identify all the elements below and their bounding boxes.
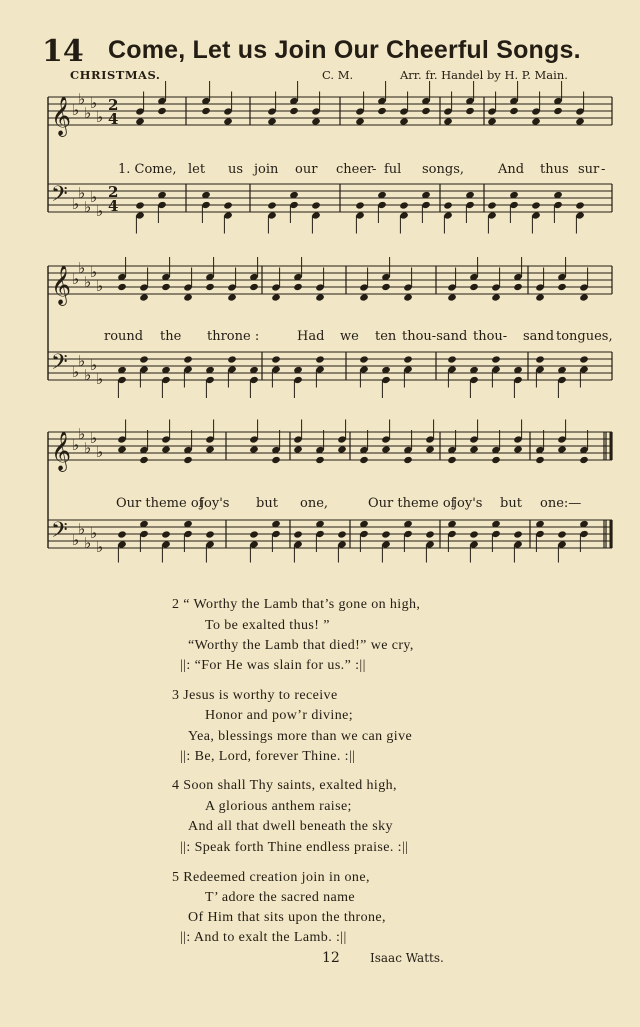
note-head xyxy=(381,445,391,453)
flat-icon: ♭ xyxy=(96,202,104,220)
note-head xyxy=(161,283,171,291)
flat-icon: ♭ xyxy=(84,439,92,457)
verse-line: ||: Be, Lord, forever Thine. :|| xyxy=(180,749,356,764)
note-head xyxy=(575,201,585,209)
note-head xyxy=(447,293,457,301)
verse-line: “Worthy the Lamb that died!” we cry, xyxy=(188,638,414,653)
note-head xyxy=(557,445,567,453)
note-head xyxy=(557,283,567,291)
flat-icon: ♭ xyxy=(72,101,80,119)
note-head xyxy=(403,293,413,301)
note-head xyxy=(399,117,409,125)
note-head xyxy=(161,530,171,538)
note-head xyxy=(315,293,325,301)
bass-clef-icon: 𝄢 xyxy=(51,350,68,380)
note-head xyxy=(487,201,497,209)
note-head xyxy=(443,117,453,125)
hymn-title: Come, Let us Join Our Cheerful Songs. xyxy=(108,36,581,64)
note-head xyxy=(535,293,545,301)
note-head xyxy=(183,456,193,464)
note-head xyxy=(469,530,479,538)
note-head xyxy=(267,117,277,125)
note-head xyxy=(403,456,413,464)
lyric-syllable: one:— xyxy=(540,496,582,511)
note-head xyxy=(579,456,589,464)
note-head xyxy=(139,456,149,464)
verse-line: ||: And to exalt the Lamb. :|| xyxy=(180,930,347,945)
lyric-syllable: Had xyxy=(297,329,325,344)
verse-line: 3 Jesus is worthy to receive xyxy=(172,688,338,703)
lyric-syllable: sand xyxy=(523,329,555,344)
note-head xyxy=(271,293,281,301)
page-number: 12 xyxy=(322,950,340,966)
flat-icon: ♭ xyxy=(78,259,86,277)
flat-icon: ♭ xyxy=(72,531,80,549)
treble-clef-icon: 𝄞 xyxy=(51,431,72,471)
note-head xyxy=(135,201,145,209)
flat-icon: ♭ xyxy=(78,184,86,202)
note-head xyxy=(205,445,215,453)
flat-icon: ♭ xyxy=(84,198,92,216)
flat-icon: ♭ xyxy=(90,188,98,206)
flat-icon: ♭ xyxy=(90,524,98,542)
note-head xyxy=(183,355,193,363)
note-head xyxy=(315,355,325,363)
lyric-syllable: thou-sand xyxy=(402,329,468,344)
note-head xyxy=(403,355,413,363)
flat-icon: ♭ xyxy=(78,425,86,443)
note-head xyxy=(469,283,479,291)
flat-icon: ♭ xyxy=(72,195,80,213)
flat-icon: ♭ xyxy=(72,363,80,381)
verse-line: To be exalted thus! ” xyxy=(205,618,330,633)
lyric-syllable: round xyxy=(104,329,144,344)
note-head xyxy=(513,530,523,538)
arranger-credit: Arr. fr. Handel by H. P. Main. xyxy=(400,68,568,82)
note-head xyxy=(227,355,237,363)
note-head xyxy=(355,201,365,209)
verse-line: Honor and pow’r divine; xyxy=(205,708,354,723)
verse-line: 5 Redeemed creation join in one, xyxy=(172,870,370,885)
flat-icon: ♭ xyxy=(96,277,104,295)
note-head xyxy=(359,456,369,464)
note-head xyxy=(311,201,321,209)
author-credit: Isaac Watts. xyxy=(370,951,444,965)
lyric-syllable: one, xyxy=(300,496,329,511)
flat-icon: ♭ xyxy=(84,366,92,384)
note-head xyxy=(531,201,541,209)
note-head xyxy=(579,355,589,363)
lyric-syllable: ten xyxy=(375,329,397,344)
verse-line: A glorious anthem raise; xyxy=(205,799,352,814)
note-head xyxy=(249,445,259,453)
flat-icon: ♭ xyxy=(90,94,98,112)
note-head xyxy=(491,293,501,301)
lyric-syllable: throne : xyxy=(207,329,260,344)
lyric-syllable: us xyxy=(228,162,244,177)
lyric-syllable: Our theme of xyxy=(116,496,204,511)
bass-clef-icon: 𝄢 xyxy=(51,518,68,548)
lyric-syllable: but xyxy=(500,496,522,511)
note-head xyxy=(421,107,431,115)
lyric-syllable: our xyxy=(295,162,318,177)
note-head xyxy=(267,201,277,209)
verse-line: 2 “ Worthy the Lamb that’s gone on high, xyxy=(172,597,421,612)
note-head xyxy=(487,117,497,125)
note-head xyxy=(447,355,457,363)
lyric-syllable: And xyxy=(498,162,525,177)
note-head xyxy=(575,117,585,125)
note-head xyxy=(205,283,215,291)
hymn-number: 14 xyxy=(42,34,84,69)
verse-line: Yea, blessings more than we can give xyxy=(188,729,413,744)
flat-icon: ♭ xyxy=(90,429,98,447)
note-head xyxy=(535,355,545,363)
note-head xyxy=(271,456,281,464)
lyric-syllable: join xyxy=(254,162,279,177)
note-head xyxy=(135,117,145,125)
note-head xyxy=(157,107,167,115)
note-head xyxy=(355,117,365,125)
note-head xyxy=(399,201,409,209)
flat-icon: ♭ xyxy=(96,538,104,556)
lyric-syllable: - xyxy=(372,162,377,177)
flat-icon: ♭ xyxy=(84,104,92,122)
note-head xyxy=(579,293,589,301)
flat-icon: ♭ xyxy=(72,270,80,288)
time-signature: 4 xyxy=(108,110,119,128)
verse-line: ||: Speak forth Thine endless praise. :|| xyxy=(180,840,409,855)
lyric-syllable: let xyxy=(188,162,206,177)
lyric-syllable: - xyxy=(601,162,606,177)
note-head xyxy=(553,107,563,115)
note-head xyxy=(425,445,435,453)
note-head xyxy=(465,107,475,115)
lyric-syllable: songs, xyxy=(422,162,464,177)
note-head xyxy=(491,355,501,363)
verse-line: Of Him that sits upon the throne, xyxy=(188,910,386,925)
lyric-syllable: tongues, xyxy=(556,329,613,344)
flat-icon: ♭ xyxy=(96,443,104,461)
note-head xyxy=(381,283,391,291)
flat-icon: ♭ xyxy=(84,273,92,291)
note-head xyxy=(249,283,259,291)
verse-line: T’ adore the sacred name xyxy=(205,890,356,905)
lyric-syllable: but xyxy=(256,496,278,511)
flat-icon: ♭ xyxy=(90,263,98,281)
note-head xyxy=(443,201,453,209)
note-head xyxy=(469,445,479,453)
note-head xyxy=(513,283,523,291)
note-head xyxy=(223,201,233,209)
lyric-syllable: joy's xyxy=(200,496,230,511)
note-head xyxy=(289,107,299,115)
lyric-syllable: the xyxy=(160,329,182,344)
note-head xyxy=(139,355,149,363)
meter: C. M. xyxy=(322,68,354,82)
note-head xyxy=(183,293,193,301)
flat-icon: ♭ xyxy=(96,370,104,388)
note-head xyxy=(513,445,523,453)
note-head xyxy=(337,530,347,538)
lyric-syllable: cheer xyxy=(336,162,374,177)
flat-icon: ♭ xyxy=(78,352,86,370)
note-head xyxy=(509,107,519,115)
time-signature: 4 xyxy=(108,197,119,215)
lyric-syllable: Our theme of xyxy=(368,496,456,511)
note-head xyxy=(377,107,387,115)
time-signature: 2 xyxy=(108,96,119,114)
note-head xyxy=(227,293,237,301)
note-head xyxy=(139,293,149,301)
note-head xyxy=(271,355,281,363)
tune-name: CHRISTMAS. xyxy=(70,68,161,82)
flat-icon: ♭ xyxy=(78,520,86,538)
treble-clef-icon: 𝄞 xyxy=(51,96,72,136)
note-head xyxy=(315,456,325,464)
flat-icon: ♭ xyxy=(78,90,86,108)
treble-clef-icon: 𝄞 xyxy=(51,265,72,305)
note-head xyxy=(359,293,369,301)
flat-icon: ♭ xyxy=(90,356,98,374)
lyric-syllable: ful xyxy=(384,162,402,177)
note-head xyxy=(117,530,127,538)
note-head xyxy=(249,530,259,538)
note-head xyxy=(531,117,541,125)
lyric-syllable: thus xyxy=(540,162,569,177)
note-head xyxy=(491,456,501,464)
note-head xyxy=(293,445,303,453)
note-head xyxy=(293,530,303,538)
note-head xyxy=(557,530,567,538)
lyric-syllable: 1. Come, xyxy=(118,162,177,177)
note-head xyxy=(201,107,211,115)
lyric-syllable: joy's xyxy=(453,496,483,511)
flat-icon: ♭ xyxy=(72,436,80,454)
verse-line: ||: “For He was slain for us.” :|| xyxy=(180,658,366,673)
note-head xyxy=(117,445,127,453)
note-head xyxy=(293,283,303,291)
note-head xyxy=(223,117,233,125)
note-head xyxy=(535,456,545,464)
lyric-syllable: we xyxy=(340,329,359,344)
flat-icon: ♭ xyxy=(96,108,104,126)
note-head xyxy=(311,117,321,125)
note-head xyxy=(205,530,215,538)
verse-line: 4 Soon shall Thy saints, exalted high, xyxy=(172,778,397,793)
flat-icon: ♭ xyxy=(84,534,92,552)
verse-line: And all that dwell beneath the sky xyxy=(188,819,393,834)
lyric-syllable: sur xyxy=(578,162,600,177)
time-signature: 2 xyxy=(108,183,119,201)
note-head xyxy=(337,445,347,453)
bass-clef-icon: 𝄢 xyxy=(51,182,68,212)
note-head xyxy=(425,530,435,538)
note-head xyxy=(359,355,369,363)
note-head xyxy=(447,456,457,464)
lyric-syllable: thou- xyxy=(473,329,508,344)
note-head xyxy=(117,283,127,291)
note-head xyxy=(161,445,171,453)
note-head xyxy=(381,530,391,538)
